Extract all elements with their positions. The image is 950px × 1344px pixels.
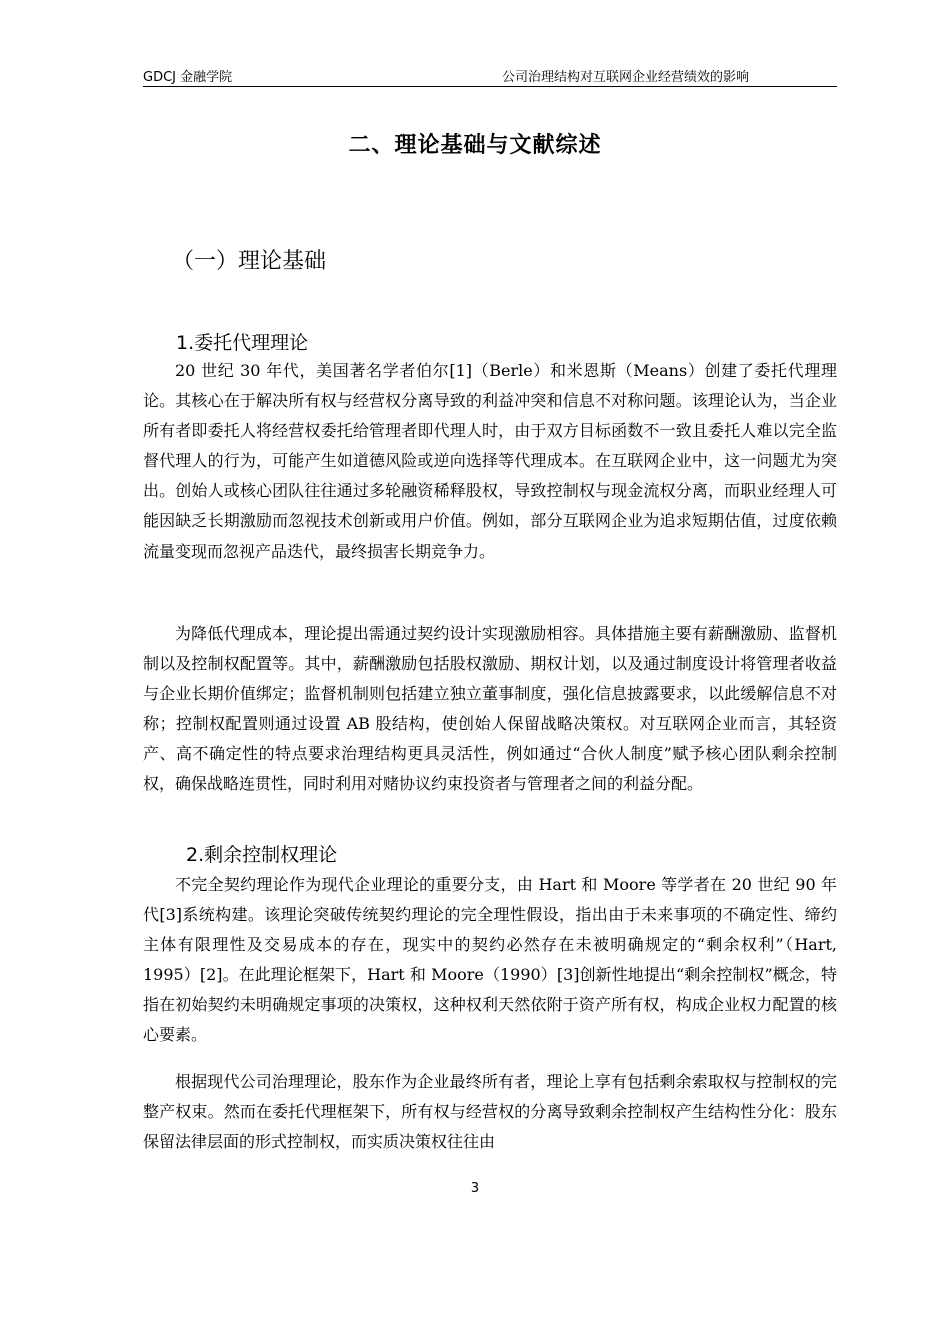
chapter-title: 二、理论基础与文献综述 bbox=[348, 133, 602, 158]
subsection-2-title: 2.剩余控制权理论 bbox=[186, 844, 338, 866]
section-title: （一）理论基础 bbox=[172, 249, 327, 274]
paragraph-3: 不完全契约理论作为现代企业理论的重要分支，由 Hart 和 Moore 等学者在 20 世纪 90 年代[3]系统构建。该理论突破传统契约理论的完全理性假设，指出由于未来事项的不确定性、缔约主体有限理性及交易成本的存在，现实中的契约必然存在未被明确规定的“剩余权利”（Hart, 1995）[2]。在此理论框架下，Hart 和 Moore（1990）[3]创新性地提出“剩余控制权”概念，特指在初始契约未明确规定事项的决策权，这种权利天然依附于资产所有权，构成企业权力配置的核心要素。 bbox=[143, 875, 837, 1045]
page-number: 3 bbox=[470, 1181, 480, 1196]
paragraph-2: 为降低代理成本，理论提出需通过契约设计实现激励相容。具体措施主要有薪酬激励、监督机制以及控制权配置等。其中，薪酬激励包括股权激励、期权计划，以及通过制度设计将管理者收益与企业长期价值绑定；监督机制则包括建立独立董事制度，强化信息披露要求，以此缓解信息不对称；控制权配置则通过设置 AB 股结构，使创始人保留战略决策权。对互联网企业而言，其轻资产、高不确定性的特点要求治理结构更具灵活性，例如通过“合伙人制度”赋予核心团队剩余控制权，确保战略连贯性，同时利用对赌协议约束投资者与管理者之间的利益分配。 bbox=[143, 624, 837, 794]
header-right: 公司治理结构对互联网企业经营绩效的影响 bbox=[501, 70, 749, 85]
page-header bbox=[143, 66, 837, 87]
paragraph-4: 根据现代公司治理理论，股东作为企业最终所有者，理论上享有包括剩余索取权与控制权的完整产权束。然而在委托代理框架下，所有权与经营权的分离导致剩余控制权产生结构性分化：股东保留法律层面的形式控制权，而实质决策权往往由 bbox=[143, 1072, 837, 1152]
subsection-1-title: 1.委托代理理论 bbox=[176, 332, 309, 354]
header-left: GDCJ 金融学院 bbox=[143, 70, 233, 85]
paragraph-1: 20 世纪 30 年代，美国著名学者伯尔[1]（Berle）和米恩斯（Means）创建了委托代理理论。其核心在于解决所有权与经营权分离导致的利益冲突和信息不对称问题。该理论认为，当企业所有者即委托人将经营权委托给管理者即代理人时，由于双方目标函数不一致且委托人难以完全监督代理人的行为，可能产生如道德风险或逆向选择等代理成本。在互联网企业中，这一问题尤为突出。创始人或核心团队往往通过多轮融资稀释股权，导致控制权与现金流权分离，而职业经理人可能因缺乏长期激励而忽视技术创新或用户价值。例如，部分互联网企业为追求短期估值，过度依赖流量变现而忽视产品迭代，最终损害长期竞争力。 bbox=[143, 361, 837, 561]
